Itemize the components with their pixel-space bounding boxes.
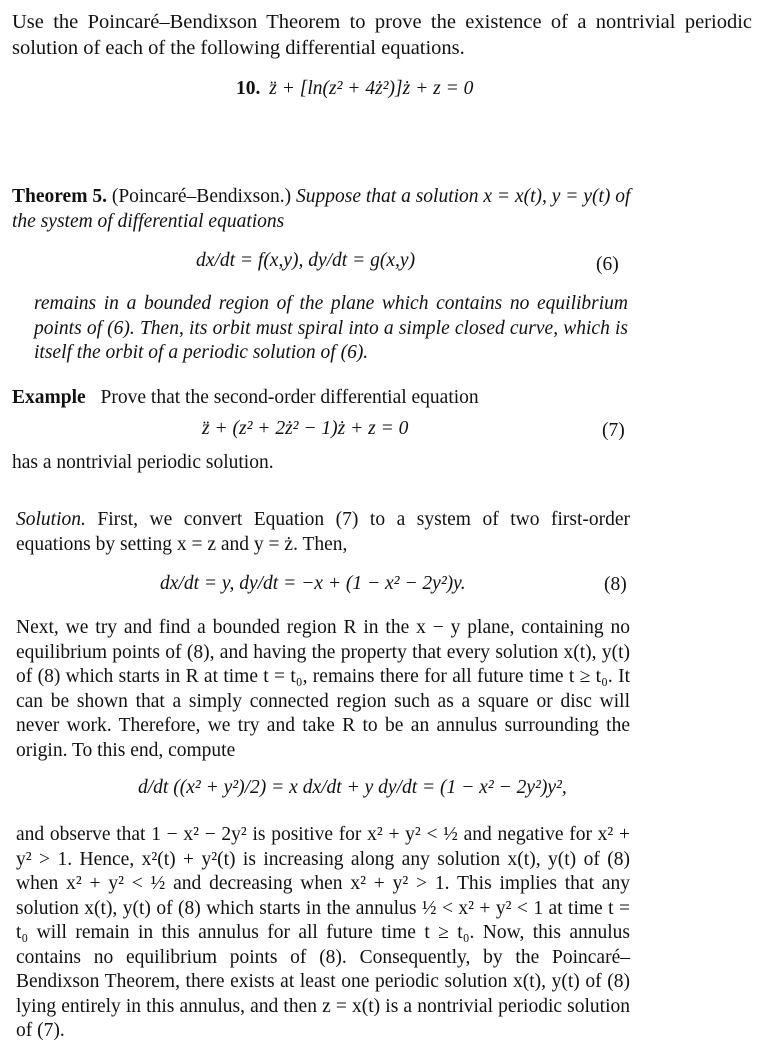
theorem-block [12, 185, 632, 234]
example-lead: Prove that the second-order differential equation [100, 387, 479, 408]
solution-label: Solution. [16, 509, 86, 530]
theorem-lead: Suppose that a solution x = x(t), y = y(t) of the system of differential equations [12, 186, 631, 232]
theorem-eq-number: (6) [596, 254, 619, 275]
item-equation: z̈ + [ln(z² + 4ż²)]ż + z = 0 [269, 78, 474, 99]
equation-8-number: (8) [604, 574, 627, 595]
theorem-equation: dx/dt = f(x,y), dy/dt = g(x,y) [196, 250, 416, 271]
example-equation: z̈ + (z² + 2ż² − 1)ż + z = 0 [202, 418, 409, 439]
compute-equation: d/dt ((x² + y²)/2) = x dx/dt + y dy/dt = (1 − x² − 2y²)y², [138, 777, 567, 798]
problem-item [236, 78, 473, 100]
example-lead-line [12, 386, 632, 411]
solution-p1-text: First, we convert Equation (7) to a system of two first-order equations by setting x = z and y = ż. Then, [16, 509, 630, 555]
example-label: Example [12, 387, 86, 408]
example-tail: has a nontrivial periodic solution. [12, 452, 274, 473]
equation-8: dx/dt = y, dy/dt = −x + (1 − x² − 2y²)y. [160, 573, 466, 594]
theorem-name: (Poincaré–Bendixson.) [111, 186, 292, 207]
solution-p3: and observe that 1 − x² − 2y² is positive for x² + y² < ½ and negative for x² + y² > 1. Hence, x²(t) + y²(t) is increasing along any solution x(t), y(t) of (8) when x² + y² < ½ and decreasing when x² + y² > 1. This implies that any solution x(t), y(t) of (8) which starts in the annulus ½ < x² + y² < 1 at time t = t₀ will remain in this annulus for all future time t ≥ t₀. Now, this annulus contains no equilibrium points of (8). Consequently, by the Poincaré–Bendixson Theorem, there exists at least one periodic solution x(t), y(t) of (8) lying entirely in this annulus, and then z = x(t) is a nontrivial periodic solution of (7). [16, 824, 630, 1041]
item-number: 10. [236, 78, 261, 99]
problem-intro: Use the Poincaré–Bendixson Theorem to prove the existence of a nontrivial periodic solution of each of the following differential equations. [12, 11, 752, 59]
example-eq-number: (7) [602, 420, 625, 441]
theorem-label: Theorem 5. [12, 186, 107, 207]
solution-p1 [16, 508, 630, 557]
theorem-body: remains in a bounded region of the plane which contains no equilibrium points of (6). Then, its orbit must spiral into a simple closed curve, which is itself the orbit of a periodic solution of (6). [34, 293, 628, 363]
solution-p2: Next, we try and find a bounded region R in the x − y plane, containing no equilibrium points of (8), and having the property that every solution x(t), y(t) of (8) which starts in R at time t = t₀, remains there for all future time t ≥ t₀. It can be shown that a simply connected region such as a square or disc will never work. Therefore, we try and take R to be an annulus surrounding the origin. To this end, compute [16, 617, 630, 761]
